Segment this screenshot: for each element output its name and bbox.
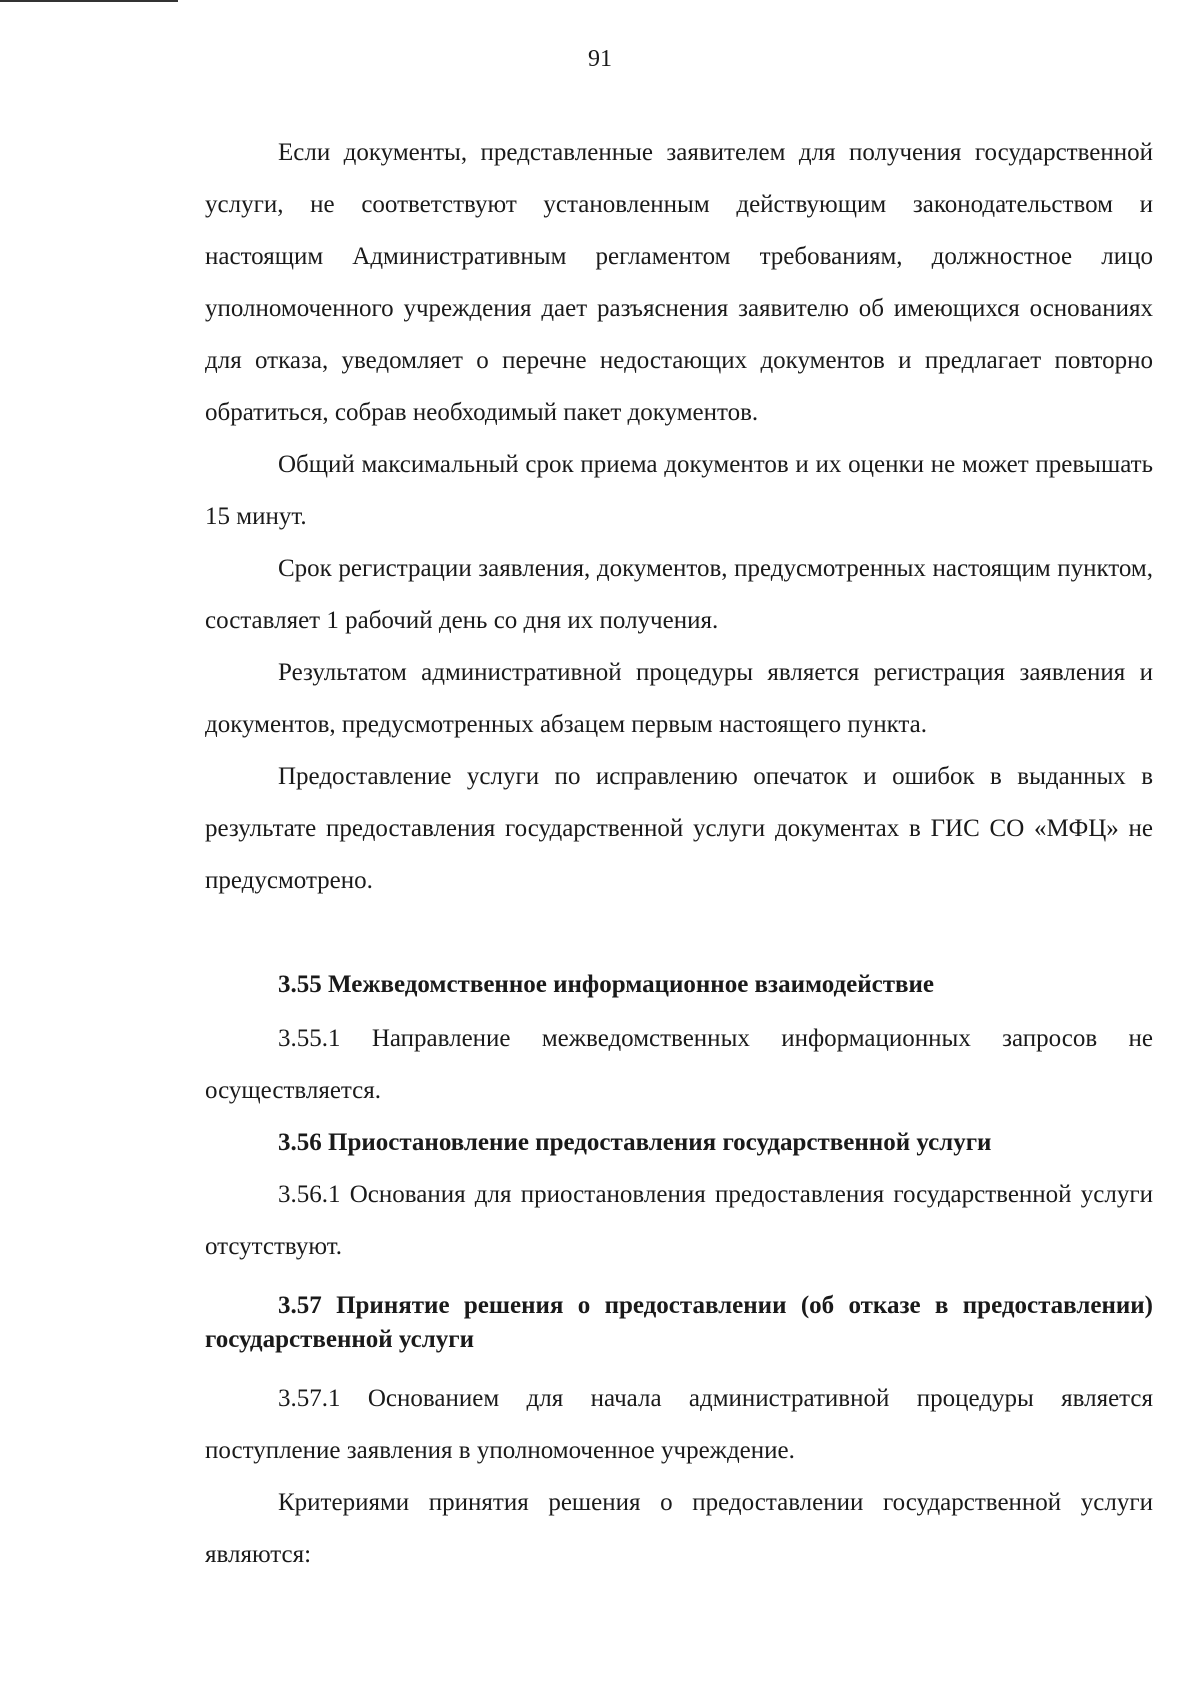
- paragraph-max-term: Общий максимальный срок приема документов и их оценки не может превышать 15 минут.: [205, 451, 1153, 530]
- section-3-55-paragraph: 3.55.1 Направление межведомственных информационных запросов не осуществляется.: [205, 1025, 1153, 1104]
- document-body: [205, 127, 1153, 1581]
- page-number: 91: [588, 46, 612, 72]
- paragraph-procedure-result: Результатом административной процедуры является регистрация заявления и документов, предусмотренных абзацем первым настоящего пункта.: [205, 659, 1153, 738]
- section-3-56-heading: 3.56 Приостановление предоставления государственной услуги: [278, 1129, 992, 1156]
- paragraph-refusal-explanation: Если документы, представленные заявителем для получения государственной услуги, не соответствуют установленным действующим законодательством и настоящим Административным регламентом требованиям, должностное лицо уполномоченного учреждения дает разъяснения заявителю об имеющихся основаниях для отказа, уведомляет о перечне недостающих документов и предлагает повторно обратиться, собрав необходимый пакет документов.: [205, 139, 1153, 426]
- section-3-55-heading: 3.55 Межведомственное информационное взаимодействие: [278, 971, 934, 998]
- section-3-56-paragraph: 3.56.1 Основания для приостановления предоставления государственной услуги отсутствуют.: [205, 1181, 1153, 1260]
- spacer: [205, 1357, 1153, 1373]
- spacer: [205, 1273, 1153, 1289]
- top-rule: [0, 0, 178, 2]
- section-3-57-paragraph-criteria: Критериями принятия решения о предоставлении государственной услуги являются:: [205, 1489, 1153, 1568]
- paragraph-error-correction: Предоставление услуги по исправлению опечаток и ошибок в выданных в результате предоставления государственной услуги документах в ГИС СО «МФЦ» не предусмотрено.: [205, 763, 1153, 894]
- spacer: [205, 907, 1153, 959]
- paragraph-registration-term: Срок регистрации заявления, документов, предусмотренных настоящим пунктом, составляет 1 рабочий день со дня их получения.: [205, 555, 1153, 634]
- section-3-57-heading: 3.57 Принятие решения о предоставлении (об отказе в предоставлении) государственной услуги: [205, 1292, 1153, 1353]
- section-3-57-paragraph-basis: 3.57.1 Основанием для начала административной процедуры является поступление заявления в уполномоченное учреждение.: [205, 1385, 1153, 1464]
